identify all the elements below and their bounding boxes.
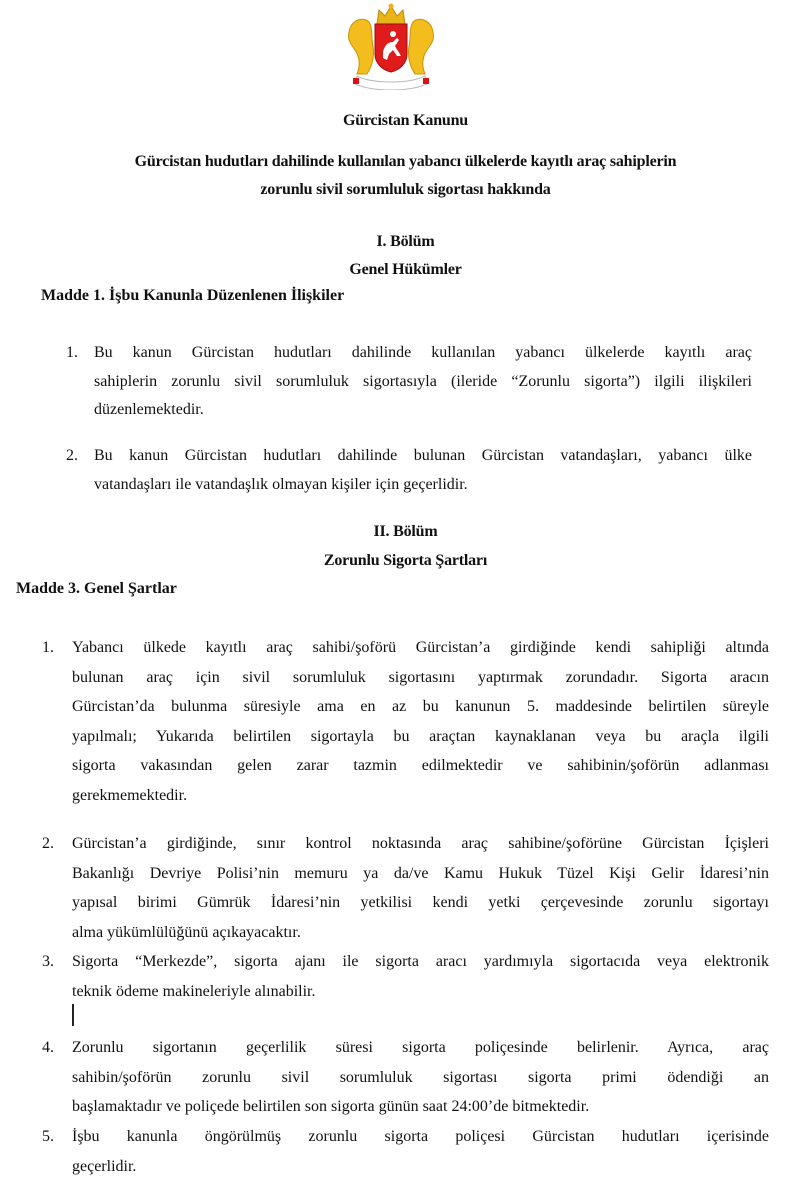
list-item-number: 2. bbox=[42, 829, 54, 859]
list-item-line: Zorunlu sigortanın geçerlilik süresi sigorta poliçesinde belirlenir. Ayrıca, araç bbox=[72, 1033, 769, 1063]
list-item-line: Bu kanun Gürcistan hudutları dahilinde bulunan Gürcistan vatandaşları, yabancı ülke bbox=[94, 442, 752, 471]
list-item-line: Gürcistan’da bulunma süresiyle ama en az bu kanunun 5. maddesinde belirtilen süreyle bbox=[72, 692, 769, 722]
list-item-number: 3. bbox=[42, 947, 54, 977]
document-title: Gürcistan Kanunu bbox=[0, 112, 811, 130]
list-item-number: 1. bbox=[42, 633, 54, 663]
coat-of-arms-emblem bbox=[343, 2, 439, 90]
list-item-number: 5. bbox=[42, 1122, 54, 1152]
list-item-line: teknik ödeme makineleriyle alınabilir. bbox=[72, 977, 769, 1007]
list-item-line: yapılmalı; Yukarıda belirtilen sigortayla bu araçtan kaynaklanan veya bu araçla ilgili bbox=[72, 722, 769, 752]
section-2-heading: II. Bölüm bbox=[0, 523, 811, 541]
list-item-line: sahibin/şoförün zorunlu sivil sorumluluk sigortası sigorta primi ödendiği an bbox=[72, 1063, 769, 1093]
document-subtitle-line-1: Gürcistan hudutları dahilinde kullanılan yabancı ülkelerde kayıtlı araç sahiplerin bbox=[0, 153, 811, 171]
list-item-line: Bu kanun Gürcistan hudutları dahilinde kullanılan yabancı ülkelerde kayıtlı araç bbox=[94, 339, 752, 368]
text-cursor[interactable] bbox=[72, 1004, 74, 1026]
document-subtitle-line-2: zorunlu sivil sorumluluk sigortası hakkında bbox=[0, 181, 811, 199]
list-item-line: Bakanlığı Devriye Polisi’nin memuru ya da/ve Kamu Hukuk Tüzel Kişi Gelir İdaresi’nin bbox=[72, 859, 769, 889]
list-item-line: vatandaşları ile vatandaşlık olmayan kişiler için geçerlidir. bbox=[94, 471, 752, 500]
article-3-heading: Madde 3. Genel Şartlar bbox=[16, 580, 177, 598]
list-item-line: başlamaktadır ve poliçede belirtilen son sigorta günün saat 24:00’de bitmektedir. bbox=[72, 1092, 769, 1122]
list-item-line: alma yükümlülüğünü açıkayacaktır. bbox=[72, 918, 769, 948]
list-item-number: 2. bbox=[66, 442, 78, 471]
list-item-line: sahiplerin zorunlu sivil sorumluluk sigortasıyla (ileride “Zorunlu sigorta”) ilgili ilişkileri bbox=[94, 368, 752, 397]
section-2-subheading: Zorunlu Sigorta Şartları bbox=[0, 552, 811, 570]
georgia-coat-of-arms-icon bbox=[343, 2, 439, 90]
list-item-number: 4. bbox=[42, 1033, 54, 1063]
list-item-line: bulunan araç için sivil sorumluluk sigortasını yaptırmak zorundadır. Sigorta aracın bbox=[72, 663, 769, 693]
section-1-subheading: Genel Hükümler bbox=[0, 261, 811, 279]
list-item-line: Gürcistan’a girdiğinde, sınır kontrol noktasında araç sahibine/şoförüne Gürcistan İçişleri bbox=[72, 829, 769, 859]
list-item-line: düzenlemektedir. bbox=[94, 396, 752, 425]
list-item-line: yapısal birimi Gümrük İdaresi’nin yetkilisi kendi yetki çerçevesinde zorunlu sigortayı bbox=[72, 888, 769, 918]
list-item-line: geçerlidir. bbox=[72, 1152, 769, 1181]
list-item-line: Yabancı ülkede kayıtlı araç sahibi/şoförü Gürcistan’a girdiğinde kendi sahipliği altında bbox=[72, 633, 769, 663]
list-item-line: gerekmemektedir. bbox=[72, 781, 769, 811]
list-item-line: Sigorta “Merkezde”, sigorta ajanı ile sigorta aracı yardımıyla sigortacıda veya elektronik bbox=[72, 947, 769, 977]
section-1-heading: I. Bölüm bbox=[0, 233, 811, 251]
article-1-heading: Madde 1. İşbu Kanunla Düzenlenen İlişkiler bbox=[41, 287, 344, 305]
list-item-line: İşbu kanunla öngörülmüş zorunlu sigorta poliçesi Gürcistan hudutları içerisinde bbox=[72, 1122, 769, 1152]
list-item-number: 1. bbox=[66, 339, 78, 368]
list-item-line: sigorta vakasından gelen zarar tazmin edilmektedir ve sahibinin/şoförün adlanması bbox=[72, 751, 769, 781]
